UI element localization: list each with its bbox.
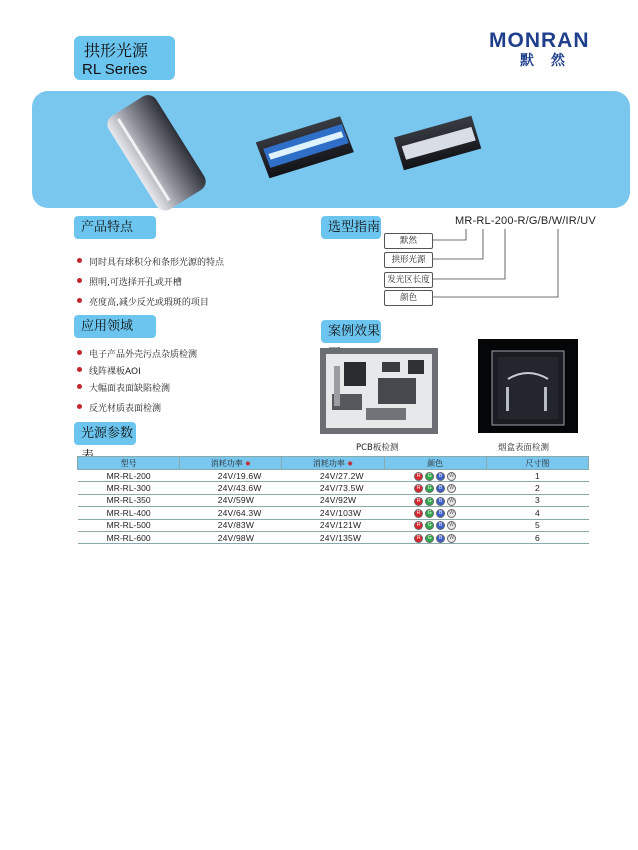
cell-model: MR-RL-500 [78, 519, 180, 531]
cell-power-2: 24V/73.5W [282, 482, 384, 494]
bullet-dot [77, 384, 82, 389]
page-title-cn: 拱形光源 [84, 41, 149, 60]
color-dot-b: B [436, 509, 445, 518]
page-title-en: RL Series [82, 61, 148, 78]
color-dot-g: G [425, 497, 434, 506]
cell-power-2: 24V/92W [282, 494, 384, 506]
cell-size: 6 [486, 531, 588, 543]
cell-power-1: 24V/43.6W [180, 482, 282, 494]
bullet-dot [77, 350, 82, 355]
cell-colors [384, 531, 486, 543]
cell-model: MR-RL-350 [78, 494, 180, 506]
cell-model: MR-RL-600 [78, 531, 180, 543]
cell-power-1: 24V/64.3W [180, 507, 282, 519]
params-heading: 光源参数 [74, 422, 136, 445]
guide-box-color: 颜色 [384, 290, 433, 306]
guide-box-type: 拱形光源 [384, 252, 433, 268]
cell-power-2: 24V/103W [282, 507, 384, 519]
table-row [78, 531, 589, 543]
bullet-dot [77, 404, 82, 409]
feature-item: 亮度高,减少反光或瑕斑的项目 [89, 295, 209, 308]
brand-logo: MONRAN [489, 29, 590, 52]
guide-box-length: 发光区长度 [384, 272, 433, 288]
color-dot-b: B [436, 484, 445, 493]
guide-connectors [0, 0, 638, 310]
star-icon: ✸ [244, 460, 251, 468]
table-row [78, 470, 589, 482]
guide-box-brand: 默然 [384, 233, 433, 249]
col-size: 尺寸图 [486, 457, 588, 470]
cell-size: 3 [486, 494, 588, 506]
model-code: MR-RL-200-R/G/B/W/IR/UV [455, 215, 596, 227]
cell-power-1: 24V/83W [180, 519, 282, 531]
application-item: 线阵裸板AOI [89, 364, 141, 377]
pcb-case-image [320, 348, 438, 434]
cell-colors [384, 470, 486, 482]
feature-item: 同时具有球积分和条形光源的特点 [89, 255, 224, 268]
selection-guide-heading: 选型指南 [321, 216, 381, 239]
cell-power-1: 24V/98W [180, 531, 282, 543]
table-row [78, 519, 589, 531]
cases-heading: 案例效果 [321, 320, 381, 343]
color-dot-w: W [447, 521, 456, 530]
application-item: 大幅面表面缺陷检测 [89, 381, 170, 394]
cell-colors [384, 494, 486, 506]
color-dot-w: W [447, 497, 456, 506]
feature-item: 照明,可选择开孔或开槽 [89, 275, 182, 288]
cell-model: MR-RL-400 [78, 507, 180, 519]
applications-heading: 应用领域 [74, 315, 156, 338]
color-dot-r: R [414, 484, 423, 493]
col-power-1: 消耗功率 ✸ [180, 457, 282, 470]
case-caption-cigarette: 烟盒表面检测 [498, 443, 550, 453]
table-row [78, 507, 589, 519]
color-dot-w: W [447, 484, 456, 493]
application-item: 反光材质表面检测 [89, 401, 161, 414]
color-dot-b: B [436, 472, 445, 481]
cell-power-1: 24V/19.6W [180, 470, 282, 482]
cell-model: MR-RL-300 [78, 482, 180, 494]
brand-logo-cn: 默 然 [520, 53, 571, 69]
star-icon: ✸ [347, 460, 354, 468]
cell-power-2: 24V/135W [282, 531, 384, 543]
features-heading: 产品特点 [74, 216, 156, 239]
cigarette-box-case-image [478, 339, 578, 433]
cell-colors [384, 519, 486, 531]
color-dot-b: B [436, 497, 445, 506]
cell-size: 1 [486, 470, 588, 482]
color-dot-w: W [447, 509, 456, 518]
table-header-row [78, 457, 589, 470]
spec-table [77, 456, 589, 544]
cell-size: 4 [486, 507, 588, 519]
color-dot-g: G [425, 472, 434, 481]
color-dot-r: R [414, 497, 423, 506]
cell-power-2: 24V/121W [282, 519, 384, 531]
col-model: 型号 [78, 457, 180, 470]
cell-size: 2 [486, 482, 588, 494]
color-dot-r: R [414, 521, 423, 530]
color-dot-b: B [436, 521, 445, 530]
color-dot-r: R [414, 534, 423, 543]
bullet-dot [77, 367, 82, 372]
cell-size: 5 [486, 519, 588, 531]
col-color: 颜色 [384, 457, 486, 470]
color-dot-b: B [436, 534, 445, 543]
cell-power-1: 24V/59W [180, 494, 282, 506]
case-caption-pcb: PCB板检测 [356, 443, 399, 453]
cell-model: MR-RL-200 [78, 470, 180, 482]
color-dot-g: G [425, 534, 434, 543]
table-row [78, 494, 589, 506]
col-power-2: 消耗功率 ✸ [282, 457, 384, 470]
color-dot-w: W [447, 534, 456, 543]
color-dot-g: G [425, 509, 434, 518]
color-dot-r: R [414, 509, 423, 518]
table-row [78, 482, 589, 494]
cell-colors [384, 507, 486, 519]
color-dot-g: G [425, 521, 434, 530]
application-item: 电子产品外壳污点杂质检测 [89, 347, 197, 360]
color-dot-r: R [414, 472, 423, 481]
color-dot-w: W [447, 472, 456, 481]
color-dot-g: G [425, 484, 434, 493]
cell-colors [384, 482, 486, 494]
cell-power-2: 24V/27.2W [282, 470, 384, 482]
